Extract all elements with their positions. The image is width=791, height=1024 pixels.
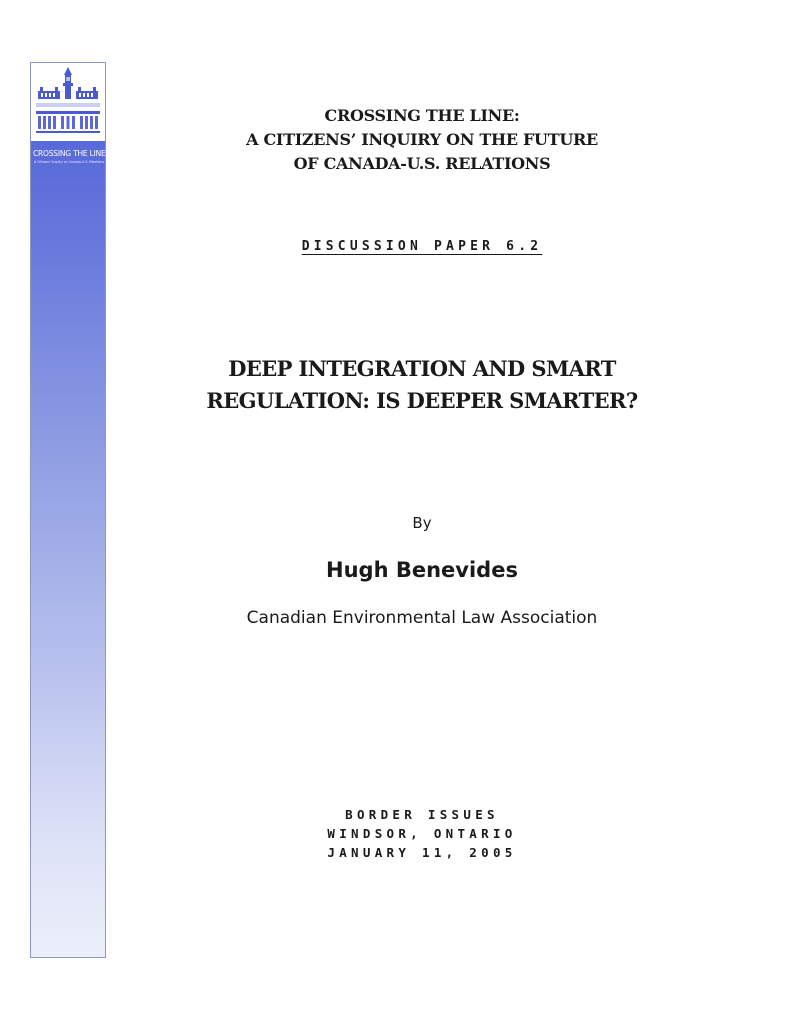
logo [31, 63, 105, 141]
footer-line: WINDSOR, ONTARIO [327, 826, 517, 841]
header-line: OF CANADA-U.S. RELATIONS [293, 154, 551, 173]
footer-line: JANUARY 11, 2005 [327, 845, 517, 860]
parliament-building-icon [34, 67, 102, 139]
author-affiliation: Canadian Environmental Law Association [246, 608, 598, 628]
logo-title: CROSSING THE LINE [33, 149, 106, 158]
paper-label [106, 235, 738, 254]
paper-title [106, 353, 738, 417]
event-footer [106, 805, 738, 862]
header-line: CROSSING THE LINE: [324, 106, 520, 125]
paper-label-text: DISCUSSION PAPER 6.2 [301, 239, 543, 254]
side-band [30, 62, 106, 958]
title-line: DEEP INTEGRATION AND SMART [228, 356, 616, 381]
author-name: Hugh Benevides [326, 558, 518, 582]
logo-subtitle: A Citizens' Inquiry on Canada-U.S. Relations [33, 160, 105, 164]
header-line: A CITIZENS’ INQUIRY ON THE FUTURE [246, 130, 598, 149]
inquiry-header [106, 104, 738, 176]
title-line: REGULATION: IS DEEPER SMARTER? [206, 388, 638, 413]
footer-line: BORDER ISSUES [345, 807, 499, 822]
by-label: By [412, 514, 432, 532]
